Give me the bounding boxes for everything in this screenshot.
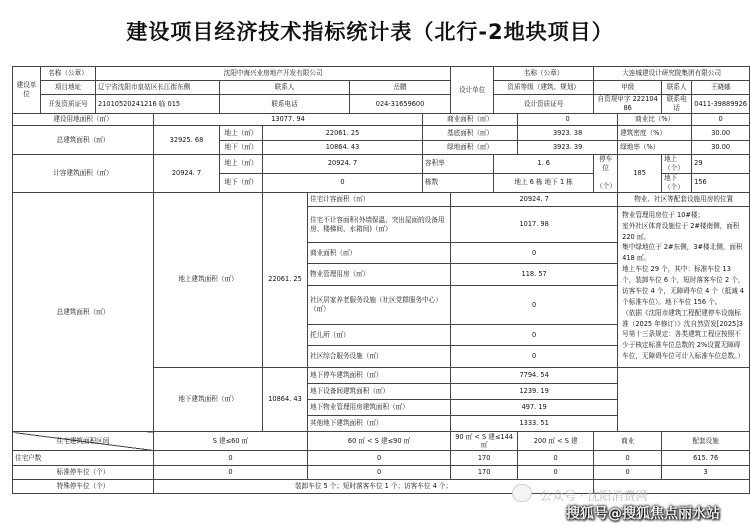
std-parking-value: 0 (308, 465, 451, 479)
item-value: 0 (451, 325, 618, 346)
housing-header-label (13, 432, 154, 451)
item-value: 1017. 98 (451, 206, 618, 242)
total-below-value: 10864. 43 (263, 140, 423, 154)
std-parking-support-value: 3 (662, 465, 750, 479)
building-count-value: 地上 6 栋 地下 1 栋 (494, 173, 594, 192)
build-unit-name-value: 沈阳中海兴业房地产开发有限公司 (96, 67, 451, 81)
commercial-area-value: 0 (518, 114, 618, 126)
housing-support-label: 配套设施 (662, 432, 750, 451)
parking-label-line1: 停车位 (599, 155, 613, 173)
households-value: 0 (308, 451, 451, 465)
section-1: S 建≤60 ㎡ (154, 432, 308, 451)
green-area-value: 3923. 39 (518, 140, 618, 154)
build-contact-label: 联系人 (220, 81, 350, 95)
item-label: 社区居家养老服务设施（社区党群服务中心）（㎡） (308, 285, 451, 324)
design-contact-label: 联系人 (662, 81, 692, 95)
parking-total-label (594, 154, 618, 192)
base-area-label: 基底面积（㎡） (423, 126, 518, 140)
commercial-area-label: 商业面积（㎡） (423, 114, 518, 126)
project-address-value: 辽宁省沈阳市皇姑区长江街东侧 (96, 81, 220, 95)
design-unit-group-label: 设计单位 (451, 67, 494, 114)
design-cert-label: 设计资质证号 (494, 95, 594, 114)
note-line: （依据《沈阳市建筑工程配建停车设施标准（2025 年修订）》沈自然资发[2025]3 号第十三条规定：各类建筑工程应按照不少于核定标准车位总数的 2%设置无障碍车位，无障碍车位可计入标准车位总数。） (622, 308, 745, 361)
breakdown-below-value: 10864. 43 (263, 367, 308, 432)
facility-location-notes (618, 206, 750, 367)
item-label: 商业面积（㎡） (308, 243, 451, 264)
design-cert-value: 自资规甲字 22210486 (594, 95, 662, 114)
dev-license-value: 21010520241216 临 015 (96, 95, 220, 114)
item-value: 0 (451, 346, 618, 367)
note-line: 物业管理用房位于 10#楼； (622, 210, 705, 219)
item-label: 社区综合服务设施（㎡） (308, 346, 451, 367)
design-unit-name-label: 名称（公章） (494, 67, 594, 81)
item-value: 20924. 7 (451, 192, 618, 206)
households-support-value: 615. 76 (662, 451, 750, 465)
total-above-label: 地上（㎡） (220, 126, 263, 140)
households-value: 170 (451, 451, 518, 465)
total-area-label: 总建筑面积（㎡） (13, 126, 154, 154)
housing-commercial-label: 商业 (594, 432, 662, 451)
green-area-label: 绿地面积（㎡） (423, 140, 518, 154)
item-value: 7794. 54 (451, 367, 618, 383)
item-label: 地下设备间建筑面积（㎡） (308, 383, 451, 399)
special-parking-value: 装卸车位 5 个；短时落客车位 1 个；访客车位 4 个； (154, 479, 594, 493)
item-value: 1239. 19 (451, 383, 618, 399)
dev-license-label: 开发资质证号 (41, 95, 96, 114)
item-value: 0 (451, 243, 618, 264)
std-parking-commercial-value: 0 (594, 465, 662, 479)
page-title: 建设项目经济技术指标统计表（北行-2地块项目） (126, 20, 614, 44)
build-unit-name-label: 名称（公章） (41, 67, 96, 81)
watermark-sohu: 搜狐号@搜狐焦点丽水站 (566, 506, 720, 522)
land-area-value: 13077. 94 (154, 114, 423, 126)
item-value: 118. 57 (451, 264, 618, 285)
note-line: 室外社区体育设施位于 2#楼南侧，面积 220 ㎡。 (622, 221, 740, 241)
build-phone-label: 联系电话 (220, 95, 350, 114)
total-area-value: 32925. 68 (154, 126, 220, 154)
item-label: 其他地下建筑面积（㎡） (308, 416, 451, 432)
item-label: 物业管理用房（㎡） (308, 264, 451, 285)
note-line: 集中绿地位于 2#东侧，3#楼北侧，面积 418 ㎡。 (622, 243, 743, 263)
households-commercial-value: 0 (594, 451, 662, 465)
std-parking-value: 0 (518, 465, 594, 479)
commercial-ratio-label: 商业比（%） (618, 114, 692, 126)
households-value: 0 (154, 451, 308, 465)
parking-total-value: 185 (618, 154, 662, 192)
facility-location-header: 物业、社区等配套设施用房的位置 (618, 192, 750, 206)
design-unit-name-value: 大连城建设计研究院集团有限公司 (594, 67, 750, 81)
item-label: 住宅不计容面积(外墙保温、突出屋面的设备用房、楼梯间、水箱间)（㎡） (308, 206, 451, 242)
land-area-label: 建设用地面积（㎡） (13, 114, 154, 126)
std-parking-value: 170 (451, 465, 518, 479)
design-grade-value: 甲级 (594, 81, 662, 95)
fa-above-label: 地上（㎡） (220, 154, 263, 173)
total-below-label: 地下（㎡） (220, 140, 263, 154)
design-grade-label: 资质等级（建筑、规划） (494, 81, 594, 95)
project-address-label: 项目地址 (41, 81, 96, 95)
special-parking-label: 特殊停车位（个） (13, 479, 154, 493)
parking-above-label: 地上（个） (662, 154, 692, 173)
parking-label-line2: （个） (596, 182, 616, 191)
item-value: 1333. 51 (451, 416, 618, 432)
item-label: 托儿所（㎡） (308, 325, 451, 346)
section-4: 200 ㎡ < S 建 (518, 432, 594, 451)
indicator-table (12, 66, 748, 494)
households-label: 住宅户数 (13, 451, 154, 465)
section-3: 90 ㎡ < S 建≤144 ㎡ (451, 432, 518, 451)
std-parking-label: 标准停车位（个） (13, 465, 154, 479)
building-count-label: 栋数 (423, 173, 494, 192)
item-label: 地下停车建筑面积（㎡） (308, 367, 451, 383)
parking-below-label: 地下（个） (662, 173, 692, 192)
far-value: 1. 6 (494, 154, 594, 173)
parking-below-value: 156 (692, 173, 750, 192)
build-unit-group-label: 建设单位 (13, 67, 41, 114)
breakdown-total-label: 总建筑面积（㎡） (13, 192, 154, 432)
density-value: 30.00 (692, 126, 750, 140)
total-above-value: 22061. 25 (263, 126, 423, 140)
item-label: 住宅计容面积（㎡） (308, 192, 451, 206)
green-ratio-value: 30.00 (692, 140, 750, 154)
wechat-logo-icon (512, 484, 532, 502)
households-value: 0 (518, 451, 594, 465)
fa-below-value: 0 (263, 173, 423, 192)
breakdown-above-label: 地上建筑面积（㎡） (154, 192, 263, 367)
fa-area-label: 计容建筑面积（㎡） (13, 154, 154, 192)
watermark-official-account: 公众号 · 沈阳消费网 (540, 489, 648, 503)
item-value: 0 (451, 285, 618, 324)
item-value: 497. 19 (451, 400, 618, 416)
parking-above-value: 29 (692, 154, 750, 173)
design-contact-value: 王晓娜 (692, 81, 750, 95)
note-line: 地上车位 29 个，其中：标准车位 13 个，装卸车位 6 个，短时落客车位 2 个，访客车位 4 个，无障碍车位 4 个（抵减 4 个标准车位）。地下车位 156 个。 (622, 265, 745, 306)
density-label: 建筑密度（%） (618, 126, 692, 140)
build-contact-value: 岳鹏 (350, 81, 451, 95)
section-2: 60 ㎡ < S 建≤90 ㎡ (308, 432, 451, 451)
commercial-ratio-value: 0 (692, 114, 750, 126)
far-label: 容积率 (423, 154, 494, 173)
build-phone-value: 024-31659600 (350, 95, 451, 114)
item-label: 地下物业管理用房建筑面积（㎡） (308, 400, 451, 416)
design-phone-value: 0411-39889926 (692, 95, 750, 114)
green-ratio-label: 绿地率（%） (618, 140, 692, 154)
facility-notes-blank (618, 367, 750, 432)
fa-above-value: 20924. 7 (263, 154, 423, 173)
base-area-value: 3923. 38 (518, 126, 618, 140)
fa-area-value: 20924. 7 (154, 154, 220, 192)
design-phone-label: 联系电话 (662, 95, 692, 114)
breakdown-below-label: 地下建筑面积（㎡） (154, 367, 263, 432)
breakdown-above-value: 22061. 25 (263, 192, 308, 367)
housing-header-text: 住宅建筑面积区间 (56, 436, 110, 445)
fa-below-label: 地下（㎡） (220, 173, 263, 192)
std-parking-value: 0 (154, 465, 308, 479)
